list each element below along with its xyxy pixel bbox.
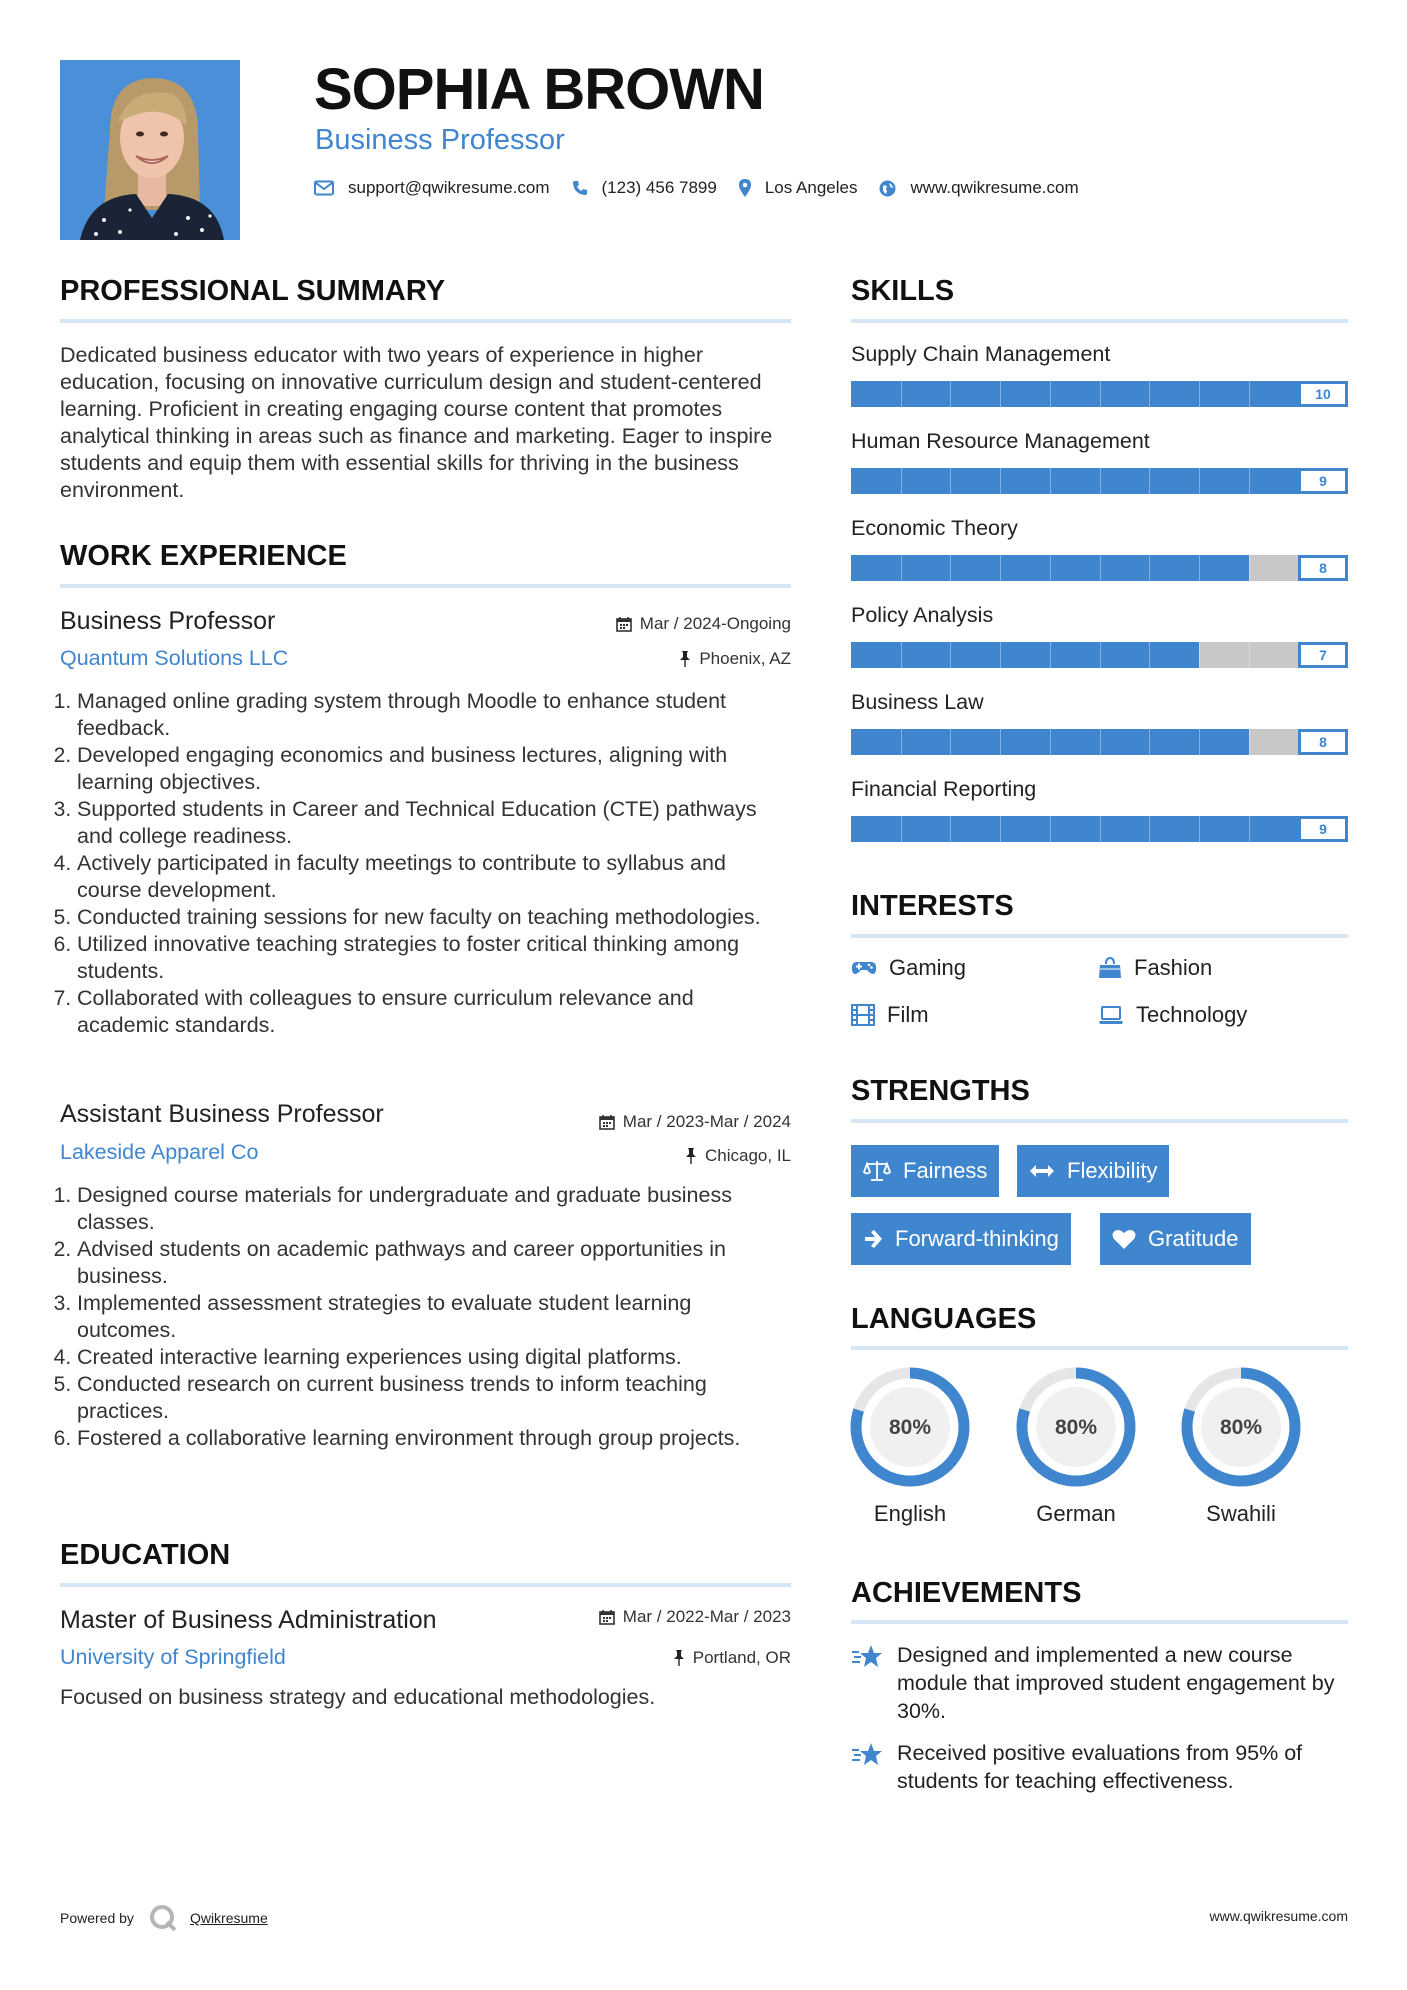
strengths-divider — [851, 1119, 1348, 1123]
list-item: 5. Conducted research on current business trends to inform teaching practices. — [77, 1371, 793, 1425]
skill-bar-segment — [1249, 468, 1250, 494]
phone-icon — [572, 180, 588, 196]
globe-icon — [879, 180, 896, 197]
job-duties — [58, 1182, 793, 1452]
skill-bar-segment — [1000, 555, 1001, 581]
skill-bar — [851, 381, 1348, 407]
skill-bar-segment — [901, 642, 902, 668]
list-item: 3. Implemented assessment strategies to evaluate student learning outcomes. — [77, 1290, 793, 1344]
skill-bar-segment — [950, 816, 951, 842]
strength-label: Gratitude — [1148, 1226, 1239, 1251]
list-item: 6. Utilized innovative teaching strategies to foster critical thinking among students. — [77, 931, 791, 985]
skill-bar-segment — [1199, 816, 1200, 842]
language-ring — [1180, 1366, 1302, 1488]
pushpin-icon — [673, 1650, 685, 1666]
skill-bar-segment — [950, 642, 951, 668]
skill-bar-segment — [1050, 381, 1051, 407]
skill-name: Financial Reporting — [851, 777, 1037, 801]
skill-row — [851, 342, 1348, 429]
calendar-icon — [599, 1609, 615, 1625]
job-date-text: Mar / 2024-Ongoing — [639, 614, 791, 633]
skill-bar-segment — [1199, 555, 1200, 581]
interest-technology — [1098, 1002, 1247, 1028]
skill-name: Policy Analysis — [851, 603, 994, 627]
envelope-icon — [314, 180, 334, 196]
skill-bar-segment — [901, 729, 902, 755]
interests-title: INTERESTS — [851, 890, 1014, 922]
contact-bar — [314, 178, 1101, 198]
footer-powered — [60, 1903, 268, 1933]
job-location — [440, 1146, 791, 1166]
interest-gaming — [851, 955, 966, 981]
heart-icon — [1112, 1228, 1136, 1250]
skill-bar-segment — [1199, 642, 1200, 668]
skills-title: SKILLS — [851, 275, 955, 307]
school-name: University of Springfield — [60, 1645, 286, 1669]
skill-name: Human Resource Management — [851, 429, 1150, 453]
skill-bar-fill — [851, 642, 1199, 668]
skill-bar-segment — [1100, 555, 1101, 581]
list-item: 1. Designed course materials for undergraduate and graduate business classes. — [77, 1182, 793, 1236]
pushpin-icon — [679, 651, 691, 667]
strength-tag-fairness — [851, 1145, 999, 1197]
skill-bar-segment — [1100, 816, 1101, 842]
interests-divider — [851, 934, 1348, 938]
language-name: Swahili — [1206, 1501, 1276, 1526]
skill-bar-segment — [901, 381, 902, 407]
skill-score: 8 — [1298, 555, 1348, 581]
skill-row — [851, 603, 1348, 690]
strength-tag-flexibility — [1017, 1145, 1169, 1197]
gamepad-icon — [851, 960, 877, 976]
skill-bar-segment — [950, 729, 951, 755]
interest-label: Technology — [1136, 1002, 1248, 1027]
interest-label: Fashion — [1134, 955, 1213, 980]
skill-bar-segment — [1249, 729, 1250, 755]
list-item: 3. Supported students in Career and Technical Education (CTE) pathways and college readiness. — [77, 796, 791, 850]
map-pin-icon — [739, 179, 751, 197]
degree-title: Master of Business Administration — [60, 1606, 437, 1634]
skill-bar-segment — [1050, 468, 1051, 494]
contact-phone[interactable] — [572, 178, 717, 198]
education-date — [440, 1607, 791, 1627]
skill-bar-segment — [1050, 729, 1051, 755]
list-item: 5. Conducted training sessions for new faculty on teaching methodologies. — [77, 904, 791, 931]
skill-bar — [851, 555, 1348, 581]
shooting-star-icon — [851, 1741, 883, 1769]
skill-row — [851, 777, 1348, 864]
skill-score: 8 — [1298, 729, 1348, 755]
calendar-icon — [599, 1114, 615, 1130]
skill-name: Supply Chain Management — [851, 342, 1111, 366]
skill-bar-segment — [1149, 816, 1150, 842]
skill-bar-segment — [1199, 729, 1200, 755]
skill-bar-segment — [1000, 381, 1001, 407]
qwikresume-link[interactable]: Qwikresume — [189, 1910, 268, 1926]
skill-bar — [851, 468, 1348, 494]
website-text: www.qwikresume.com — [910, 178, 1079, 197]
location-text: Los Angeles — [764, 178, 858, 197]
contact-email[interactable] — [314, 178, 550, 198]
languages-title: LANGUAGES — [851, 1303, 1037, 1335]
skill-bar-segment — [1149, 468, 1150, 494]
skill-bar-segment — [901, 816, 902, 842]
powered-by-text: Powered by — [60, 1910, 134, 1926]
language-name: English — [873, 1501, 947, 1526]
language-english — [849, 1366, 971, 1527]
skill-bar-segment — [901, 468, 902, 494]
skill-bar-segment — [1199, 381, 1200, 407]
education-title: EDUCATION — [60, 1539, 231, 1571]
skill-score: 10 — [1298, 381, 1348, 407]
profile-photo — [60, 60, 240, 240]
skill-bar-segment — [1149, 729, 1150, 755]
skill-bar-segment — [1000, 468, 1001, 494]
bag-icon — [1098, 957, 1122, 979]
email-text: support@qwikresume.com — [348, 178, 550, 197]
job-location-text: Phoenix, AZ — [699, 649, 791, 668]
skill-bar-segment — [1000, 816, 1001, 842]
summary-divider — [60, 319, 791, 323]
skill-bar-fill — [851, 816, 1298, 842]
skill-bar-segment — [1149, 381, 1150, 407]
strength-label: Flexibility — [1067, 1158, 1158, 1183]
skill-bar-segment — [1100, 381, 1101, 407]
skill-score: 7 — [1298, 642, 1348, 668]
portrait-image — [60, 60, 240, 240]
footer-site[interactable]: www.qwikresume.com — [1209, 1908, 1348, 1924]
skill-bar — [851, 642, 1348, 668]
skill-bar-segment — [1050, 555, 1051, 581]
skill-bar — [851, 729, 1348, 755]
education-location — [440, 1648, 791, 1668]
list-item: 6. Fostered a collaborative learning environment through group projects. — [77, 1425, 793, 1452]
skill-score: 9 — [1298, 816, 1348, 842]
interest-film — [851, 1002, 929, 1028]
languages-divider — [851, 1346, 1348, 1350]
job-location-text: Chicago, IL — [705, 1146, 791, 1165]
language-ring — [849, 1366, 971, 1488]
summary-title: PROFESSIONAL SUMMARY — [60, 275, 446, 307]
job-date — [440, 614, 791, 634]
job-duties — [58, 688, 791, 1039]
skill-bar-segment — [1249, 555, 1250, 581]
job-title: Business Professor — [60, 607, 276, 635]
strength-label: Forward-thinking — [895, 1226, 1059, 1251]
skill-name: Business Law — [851, 690, 984, 714]
job-location — [440, 649, 791, 669]
interest-fashion — [1098, 955, 1212, 981]
job-date-text: Mar / 2023-Mar / 2024 — [622, 1112, 791, 1131]
contact-location — [739, 178, 858, 198]
candidate-name: SOPHIA BROWN — [314, 57, 764, 122]
skill-score: 9 — [1298, 468, 1348, 494]
skill-bar-segment — [1100, 468, 1101, 494]
achievement-text: Designed and implemented a new course module that improved student engagement by 30%. — [897, 1643, 1335, 1723]
list-item: 2. Advised students on academic pathways and career opportunities in business. — [77, 1236, 793, 1290]
language-percent: 80% — [888, 1416, 932, 1439]
language-swahili — [1180, 1366, 1302, 1527]
job-title: Assistant Business Professor — [60, 1100, 384, 1128]
job-company: Quantum Solutions LLC — [60, 646, 289, 670]
language-german — [1015, 1366, 1137, 1527]
achievements-divider — [851, 1620, 1348, 1624]
shooting-star-icon — [851, 1643, 883, 1671]
job-company: Lakeside Apparel Co — [60, 1140, 259, 1164]
skill-bar-segment — [1000, 729, 1001, 755]
strengths-title: STRENGTHS — [851, 1075, 1030, 1107]
skill-bar-segment — [1000, 642, 1001, 668]
achievement-item — [851, 1641, 1348, 1725]
interest-label: Gaming — [889, 955, 967, 980]
candidate-role: Business Professor — [315, 124, 565, 156]
arrows-icon — [1029, 1164, 1055, 1178]
skill-bar-segment — [901, 555, 902, 581]
education-location-text: Portland, OR — [692, 1648, 791, 1667]
summary-text: Dedicated business educator with two years of experience in higher education, focusing on innovative curriculum design and student-centered learning. Proficient in creating engaging course content that promotes analytical thinking in areas such as finance and marketing. Eager to inspire students and equip them with essential skills for thriving in the business environment. — [60, 343, 773, 502]
achievement-text: Received positive evaluations from 95% of students for teaching effectiveness. — [897, 1741, 1303, 1793]
education-divider — [60, 1583, 791, 1587]
skill-bar-segment — [1249, 381, 1250, 407]
list-item: 1. Managed online grading system through Moodle to enhance student feedback. — [77, 688, 791, 742]
education-description: Focused on business strategy and educational methodologies. — [60, 1685, 656, 1709]
calendar-icon — [616, 616, 632, 632]
skill-bar-fill — [851, 468, 1298, 494]
skill-bar-segment — [1149, 555, 1150, 581]
list-item: 7. Collaborated with colleagues to ensure curriculum relevance and academic standards. — [77, 985, 791, 1039]
language-name: German — [1036, 1501, 1116, 1526]
list-item: 2. Developed engaging economics and business lectures, aligning with learning objectives. — [77, 742, 791, 796]
skills-list — [851, 342, 1348, 864]
skill-row — [851, 516, 1348, 603]
contact-website[interactable] — [879, 178, 1078, 198]
film-icon — [851, 1004, 875, 1026]
experience-divider — [60, 584, 791, 588]
skill-bar-segment — [1100, 642, 1101, 668]
interest-label: Film — [887, 1002, 929, 1027]
scale-icon — [863, 1159, 891, 1183]
language-percent: 80% — [1219, 1416, 1263, 1439]
skill-bar-segment — [1050, 642, 1051, 668]
list-item: 4. Created interactive learning experiences using digital platforms. — [77, 1344, 793, 1371]
skill-bar-segment — [1050, 816, 1051, 842]
skill-bar-segment — [950, 381, 951, 407]
experience-title: WORK EXPERIENCE — [60, 540, 347, 572]
skill-name: Economic Theory — [851, 516, 1018, 540]
list-item: 4. Actively participated in faculty meetings to contribute to syllabus and course development. — [77, 850, 791, 904]
strength-label: Fairness — [903, 1158, 988, 1183]
skill-bar-segment — [1199, 468, 1200, 494]
laptop-icon — [1098, 1005, 1124, 1025]
qwikresume-logo-icon — [148, 1903, 178, 1933]
skill-bar-segment — [1249, 816, 1250, 842]
skill-bar-segment — [950, 555, 951, 581]
skill-bar — [851, 816, 1348, 842]
skill-bar-segment — [1100, 729, 1101, 755]
skill-bar-segment — [1149, 642, 1150, 668]
pushpin-icon — [685, 1148, 697, 1164]
skills-divider — [851, 319, 1348, 323]
skill-bar-segment — [950, 468, 951, 494]
skill-row — [851, 429, 1348, 516]
language-ring — [1015, 1366, 1137, 1488]
achievements-title: ACHIEVEMENTS — [851, 1577, 1082, 1609]
job-date — [440, 1112, 791, 1132]
arrow-right-icon — [863, 1229, 883, 1249]
skill-row — [851, 690, 1348, 777]
strength-tag-forward-thinking — [851, 1213, 1071, 1265]
language-percent: 80% — [1054, 1416, 1098, 1439]
phone-text: (123) 456 7899 — [601, 178, 717, 197]
strength-tag-gratitude — [1100, 1213, 1251, 1265]
achievement-item — [851, 1739, 1348, 1795]
skill-bar-segment — [1249, 642, 1250, 668]
education-date-text: Mar / 2022-Mar / 2023 — [622, 1607, 791, 1626]
